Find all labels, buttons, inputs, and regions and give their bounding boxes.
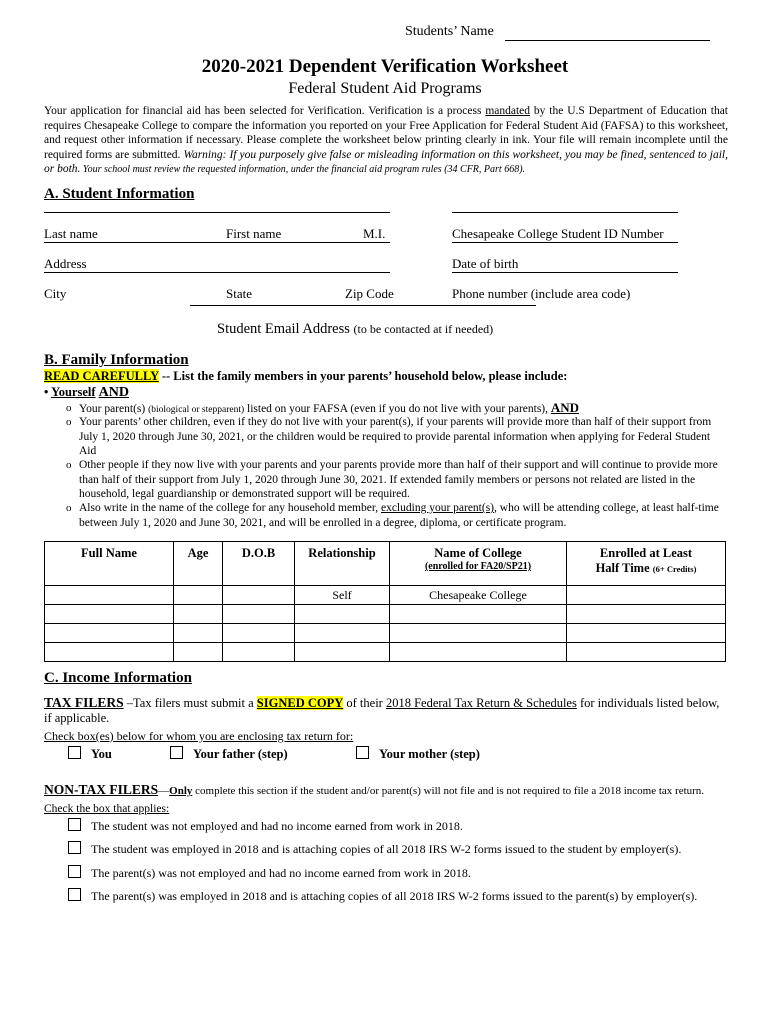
student-id-label: Chesapeake College Student ID Number xyxy=(452,226,664,241)
section-a-heading: A. Student Information xyxy=(44,186,195,202)
intro-paragraph: Your application for financial aid has been selected for Verification. Verification is a process mandated by the U.S Department of Education that requires Chesapeake College to compare the information you reported on your Free Application for Federal Student Aid (FAFSA) to this worksheet, and request other information if necessary. Please complete the worksheet below printing clearly in ink. Your file will remain incomplete until the required forms are submitted. Warning: If you purposely give false or misleading information on this worksheet, you may be fined, sentenced to jail, or both. Your school must review the requested information, under the financial aid program rules (34 CFR, Part 668). xyxy=(44,105,729,175)
address-line[interactable] xyxy=(44,242,390,243)
phone-label: Phone number (include area code) xyxy=(452,286,631,301)
section-b-heading: B. Family Information xyxy=(44,352,189,368)
city-line[interactable] xyxy=(44,272,390,273)
section-c-heading: C. Income Information xyxy=(44,670,192,686)
students-name-label: Students’ Name xyxy=(405,24,494,39)
student-id-line[interactable] xyxy=(452,212,678,213)
col-age: Age xyxy=(174,542,223,586)
zip-label: Zip Code xyxy=(345,286,394,301)
dob-line[interactable] xyxy=(452,242,678,243)
mi-label: M.I. xyxy=(363,226,386,241)
col-enrolled: Enrolled at Least Half Time (6+ Credits) xyxy=(567,542,726,586)
dob-label: Date of birth xyxy=(452,256,519,271)
family-table xyxy=(44,541,726,662)
checkbox-icon[interactable] xyxy=(68,746,81,759)
address-label: Address xyxy=(44,256,87,271)
yourself-item: • Yourself AND xyxy=(44,385,129,400)
page-subtitle: Federal Student Aid Programs xyxy=(288,80,482,97)
non-tax-filers-text: NON-TAX FILERS—Only complete this section if the student and/or parent(s) will not file and is not required to file a 2018 income tax return. xyxy=(44,782,705,797)
checkbox-icon[interactable] xyxy=(68,865,81,878)
col-full-name: Full Name xyxy=(45,542,174,586)
phone-line[interactable] xyxy=(452,272,678,273)
check-boxes-label: Check box(es) below for whom you are enclosing tax return for: xyxy=(44,729,354,743)
opt-parent-employed[interactable]: The parent(s) was employed in 2018 and is attaching copies of all 2018 IRS W-2 forms issued to the parent(s) by employer(s). xyxy=(68,888,697,904)
opt-student-employed[interactable]: The student was employed in 2018 and is attaching copies of all 2018 IRS W-2 forms issued to the student by employer(s). xyxy=(68,841,681,857)
table-row xyxy=(45,643,726,662)
page-title: 2020-2021 Dependent Verification Worksheet xyxy=(201,56,569,77)
bullet-icon: o xyxy=(66,416,72,428)
opt-you[interactable]: You xyxy=(68,746,112,762)
col-relationship: Relationship xyxy=(295,542,390,586)
city-label: City xyxy=(44,286,67,301)
col-dob: D.O.B xyxy=(223,542,295,586)
checkbox-icon[interactable] xyxy=(356,746,369,759)
table-row: Self Chesapeake College xyxy=(45,586,726,605)
check-applies-label: Check the box that applies: xyxy=(44,803,170,815)
name-line[interactable] xyxy=(44,212,390,213)
checkbox-icon[interactable] xyxy=(68,888,81,901)
last-name-label: Last name xyxy=(44,226,98,241)
opt-mother[interactable]: Your mother (step) xyxy=(356,746,480,762)
first-name-label: First name xyxy=(226,226,282,241)
family-item-children: Your parents’ other children, even if they do not live with your parent(s), if your parents will provide more than half of their support from July 1, 2020 through June 30, 2021, or the children would be required to provide parental information when applying for Federal Student Aid xyxy=(79,416,712,457)
opt-parent-no-income[interactable]: The parent(s) was not employed and had no income earned from work in 2018. xyxy=(68,865,471,881)
bullet-icon: o xyxy=(66,502,72,514)
bullet-icon: o xyxy=(66,459,72,471)
opt-student-no-income[interactable]: The student was not employed and had no income earned from work in 2018. xyxy=(68,818,463,834)
family-item-college: Also write in the name of the college for any household member, excluding your parent(s), who will be attending college, at least half-time between July 1, 2020 and June 30, 2021, and will be enrolled in a degree, diploma, or certificate program. xyxy=(79,502,719,529)
students-name-field[interactable] xyxy=(505,26,710,41)
table-row xyxy=(45,605,726,624)
tax-filers-text: TAX FILERS –Tax filers must submit a SIGNED COPY of their 2018 Federal Tax Return & Schedules for individuals listed below, if applicable. xyxy=(44,695,720,725)
family-item-parents: Your parent(s) (biological or stepparent) listed on your FAFSA (even if you do not live with your parents), AND xyxy=(79,400,580,415)
checkbox-icon[interactable] xyxy=(68,818,81,831)
col-college: Name of College (enrolled for FA20/SP21) xyxy=(390,542,567,586)
checkbox-icon[interactable] xyxy=(68,841,81,854)
family-instruction: READ CAREFULLY -- List the family members in your parents’ household below, please include: xyxy=(44,369,568,383)
family-item-others: Other people if they now live with your parents and your parents provide more than half of their support and will continue to provide more than half of their support from July 1, 2020 through June 30, 2021. If extended family members or persons not related are listed in the household, legal guardianship or demonstrated support will be required. xyxy=(79,459,718,500)
checkbox-icon[interactable] xyxy=(170,746,183,759)
opt-father[interactable]: Your father (step) xyxy=(170,746,288,762)
email-label: Student Email Address (to be contacted at if needed) xyxy=(217,321,494,337)
bullet-icon: o xyxy=(66,402,72,414)
state-label: State xyxy=(226,286,252,301)
table-row xyxy=(45,624,726,643)
email-line[interactable] xyxy=(190,305,536,306)
